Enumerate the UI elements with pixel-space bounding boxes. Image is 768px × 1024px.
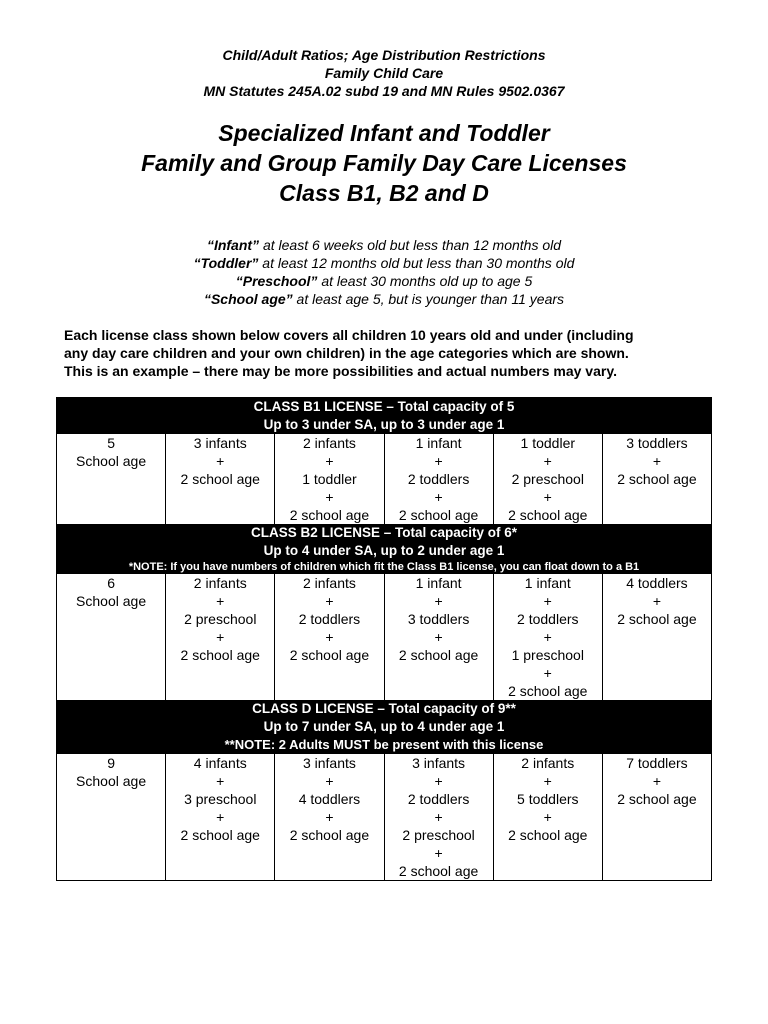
intro-line-1: Each license class shown below covers all children 10 years old and under (including: [64, 327, 634, 343]
plus-sign: +: [543, 809, 552, 825]
class-d-header: [57, 700, 711, 754]
cell-line: 2 school age: [617, 791, 697, 807]
cell-line: 2 infants: [521, 755, 575, 771]
plus-sign: +: [434, 593, 443, 609]
cell-line: 2 school age: [617, 611, 697, 627]
plus-sign: +: [434, 809, 443, 825]
cell-line: 2 toddlers: [517, 611, 579, 627]
table-cell: [165, 754, 274, 880]
cell-line: 3 infants: [412, 755, 466, 771]
header-line-3: MN Statutes 245A.02 subd 19 and MN Rules 9502.0367: [203, 83, 565, 99]
table-cell: [602, 754, 711, 880]
table-cell: [57, 574, 165, 700]
cell-line: 2 infants: [302, 435, 356, 451]
title-line-3: Class B1, B2 and D: [279, 180, 489, 206]
plus-sign: +: [434, 453, 443, 469]
plus-sign: +: [325, 453, 334, 469]
cell-line: 2 preschool: [511, 471, 584, 487]
class-b1-header: [57, 398, 711, 434]
intro-line-2: any day care children and your own children) in the age categories which are shown.: [64, 345, 629, 361]
table-cell: [602, 434, 711, 524]
plus-sign: +: [325, 593, 334, 609]
plus-sign: +: [325, 809, 334, 825]
cell-line: 5: [107, 435, 115, 451]
cell-line: 7 toddlers: [626, 755, 688, 771]
cell-line: 4 infants: [193, 755, 247, 771]
class-b1-title: CLASS B1 LICENSE – Total capacity of 5: [253, 399, 515, 414]
definition-school-age: “School age” at least age 5, but is younger than 11 years: [203, 291, 565, 307]
cell-line: 1 infant: [524, 575, 571, 591]
plus-sign: +: [652, 593, 662, 609]
cell-line: 2 school age: [398, 507, 479, 523]
plus-sign: +: [216, 453, 225, 469]
cell-line: 9: [107, 755, 115, 771]
cell-line: 3 preschool: [184, 791, 257, 807]
plus-sign: +: [543, 453, 552, 469]
cell-line: 4 toddlers: [626, 575, 688, 591]
cell-line: 1 toddler: [520, 435, 576, 451]
cell-line: 2 school age: [289, 647, 370, 663]
cell-line: 2 school age: [508, 827, 588, 843]
cell-line: 6: [107, 575, 115, 591]
cell-line: 2 preschool: [402, 827, 475, 843]
cell-line: 2 school age: [180, 471, 260, 487]
cell-line: 2 school age: [398, 647, 479, 663]
class-d-row: [57, 754, 711, 880]
cell-line: 1 infant: [415, 575, 462, 591]
cell-line: School age: [76, 773, 147, 789]
class-b2-header: [57, 524, 711, 574]
plus-sign: +: [216, 629, 225, 645]
plus-sign: +: [325, 773, 334, 789]
table-cell: [57, 434, 165, 524]
cell-line: 5 toddlers: [517, 791, 579, 807]
class-b2-title: CLASS B2 LICENSE – Total capacity of 6*: [250, 525, 518, 540]
class-d-title: CLASS D LICENSE – Total capacity of 9**: [252, 701, 516, 716]
cell-line: 2 school age: [180, 647, 260, 663]
table-cell: [493, 434, 602, 524]
plus-sign: +: [543, 593, 552, 609]
plus-sign: +: [216, 809, 225, 825]
header-line-1: Child/Adult Ratios; Age Distribution Restrictions: [222, 47, 546, 63]
definition-infant: “Infant” at least 6 weeks old but less than 12 months old: [206, 237, 562, 253]
table-cell: [165, 574, 274, 700]
plus-sign: +: [434, 629, 443, 645]
cell-line: 1 infant: [415, 435, 462, 451]
plus-sign: +: [325, 489, 334, 505]
cell-line: 2 toddlers: [298, 611, 361, 627]
table-cell: [602, 574, 711, 700]
cell-line: 2 school age: [508, 507, 588, 523]
plus-sign: +: [543, 629, 552, 645]
cell-line: 2 school age: [398, 863, 479, 879]
plus-sign: +: [543, 773, 552, 789]
plus-sign: +: [652, 773, 662, 789]
cell-line: 2 school age: [508, 683, 588, 699]
cell-line: 2 school age: [180, 827, 260, 843]
plus-sign: +: [216, 773, 225, 789]
cell-line: 1 preschool: [511, 647, 584, 663]
cell-line: 2 infants: [302, 575, 356, 591]
table-cell: [384, 434, 493, 524]
class-b2-subtitle: Up to 4 under SA, up to 2 under age 1: [263, 543, 505, 558]
table-cell: [57, 754, 165, 880]
class-d-subtitle: Up to 7 under SA, up to 4 under age 1: [263, 719, 505, 734]
cell-line: 2 infants: [193, 575, 247, 591]
table-cell: [384, 574, 493, 700]
class-b2-row: [57, 574, 711, 700]
plus-sign: +: [543, 665, 552, 681]
definition-toddler: “Toddler” at least 12 months old but less than 30 months old: [193, 255, 575, 271]
class-b2-note: *NOTE: If you have numbers of children which fit the Class B1 license, you can float down to a B1: [128, 561, 640, 573]
cell-line: 2 toddlers: [407, 791, 470, 807]
table-cell: [493, 754, 602, 880]
cell-line: 4 toddlers: [298, 791, 361, 807]
table-cell: [165, 434, 274, 524]
definition-preschool: “Preschool” at least 30 months old up to age 5: [235, 273, 533, 289]
class-b1-subtitle: Up to 3 under SA, up to 3 under age 1: [263, 417, 505, 432]
table-cell: [384, 754, 493, 880]
header-line-2: Family Child Care: [324, 65, 444, 81]
cell-line: School age: [76, 593, 147, 609]
cell-line: 1 toddler: [302, 471, 357, 487]
cell-line: 2 preschool: [184, 611, 257, 627]
title-line-1: Specialized Infant and Toddler: [218, 120, 550, 146]
title-line-2: Family and Group Family Day Care Licenses: [141, 150, 627, 176]
plus-sign: +: [325, 629, 334, 645]
plus-sign: +: [216, 593, 225, 609]
cell-line: 3 toddlers: [626, 435, 688, 451]
cell-line: 3 infants: [193, 435, 247, 451]
class-d-note: **NOTE: 2 Adults MUST be present with this license: [224, 737, 544, 752]
license-table: [56, 397, 712, 881]
plus-sign: +: [434, 773, 443, 789]
plus-sign: +: [652, 453, 662, 469]
table-cell: [274, 754, 383, 880]
plus-sign: +: [543, 489, 552, 505]
cell-line: 3 toddlers: [407, 611, 470, 627]
cell-line: School age: [76, 453, 147, 469]
table-cell: [274, 574, 383, 700]
cell-line: 2 school age: [289, 507, 370, 523]
table-cell: [493, 574, 602, 700]
class-b1-row: [57, 434, 711, 524]
cell-line: 2 toddlers: [407, 471, 470, 487]
intro-line-3: This is an example – there may be more possibilities and actual numbers may vary.: [64, 363, 617, 379]
cell-line: 2 school age: [617, 471, 697, 487]
cell-line: 2 school age: [289, 827, 370, 843]
plus-sign: +: [434, 845, 443, 861]
table-cell: [274, 434, 383, 524]
cell-line: 3 infants: [302, 755, 356, 771]
plus-sign: +: [434, 489, 443, 505]
